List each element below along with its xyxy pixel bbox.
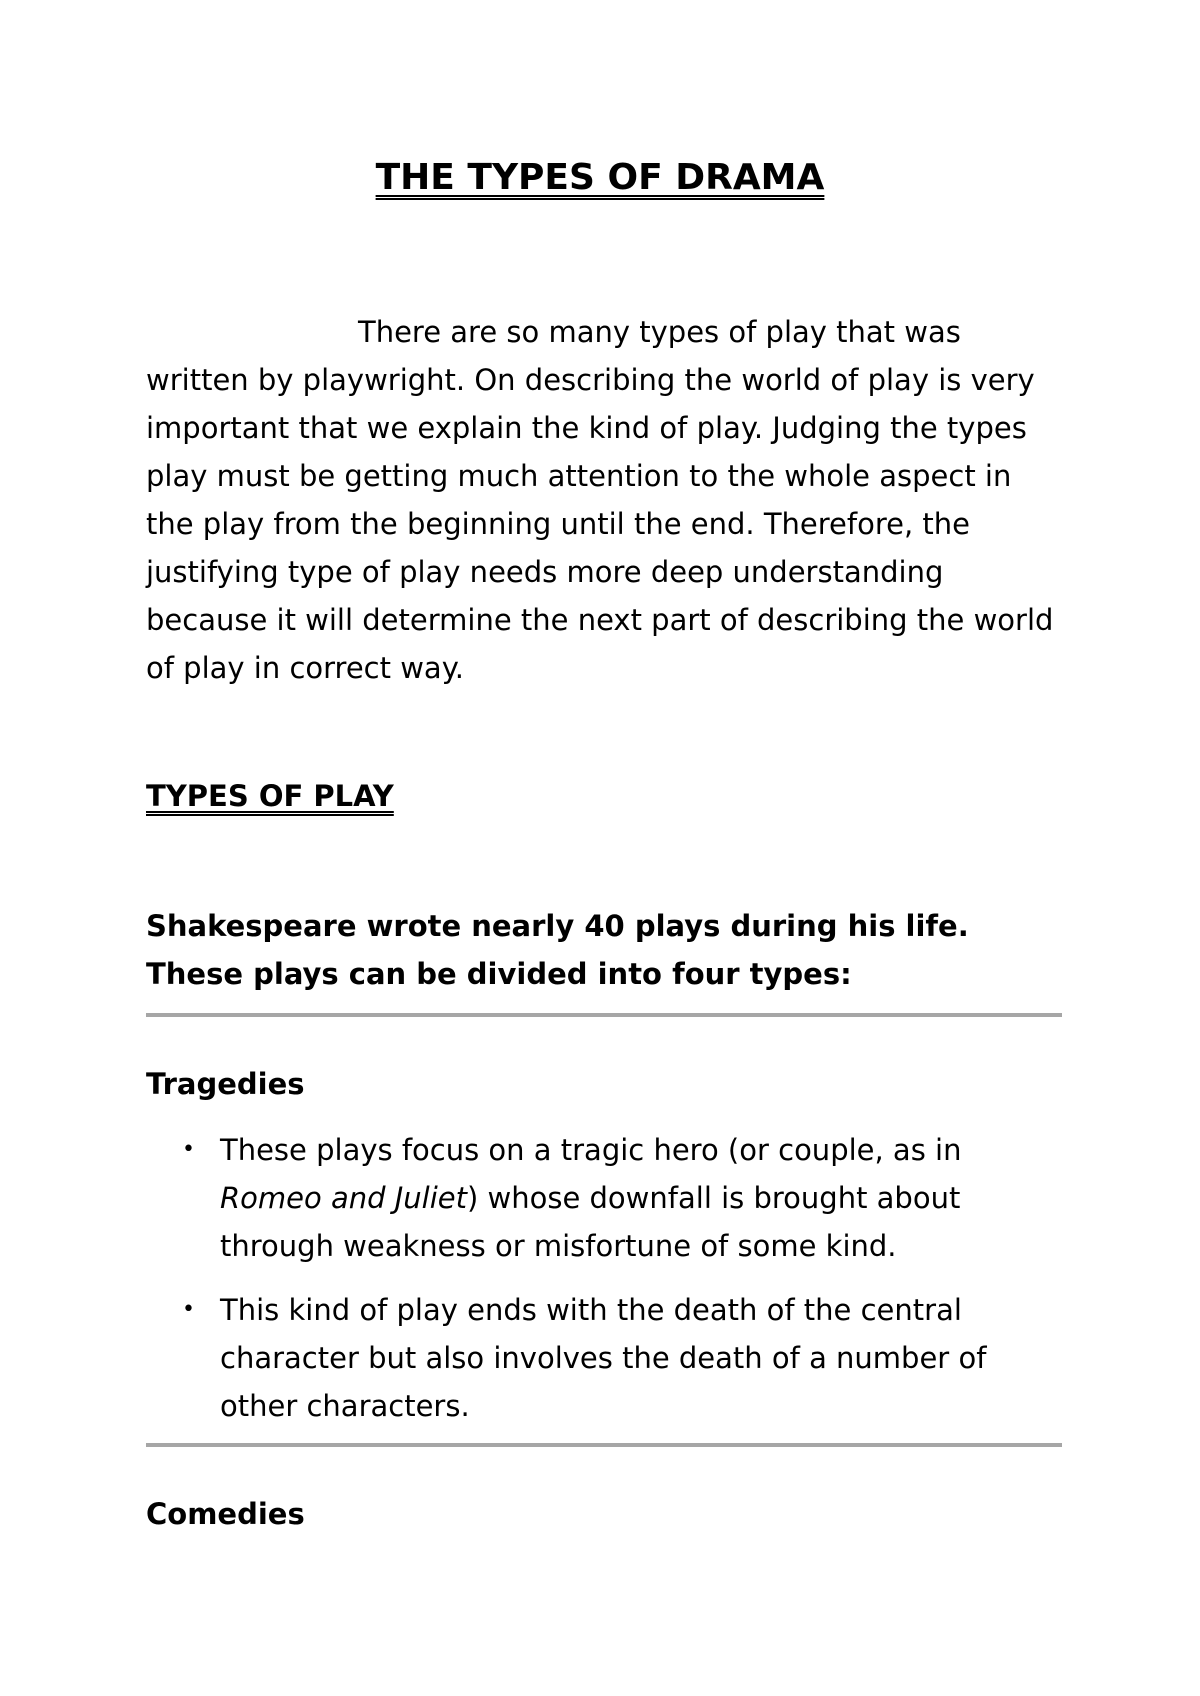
list-item bbox=[146, 1126, 1066, 1270]
bullet-icon: • bbox=[182, 1297, 195, 1322]
lead-line-1: Shakespeare wrote nearly 40 plays during his life. bbox=[146, 909, 969, 943]
tragedies-heading: Tragedies bbox=[146, 1067, 305, 1101]
horizontal-rule-1 bbox=[146, 1013, 1062, 1017]
lead-statement bbox=[146, 902, 1066, 998]
tragedies-bullet-list bbox=[146, 1126, 1066, 1446]
section-heading-text: TYPES OF PLAY bbox=[146, 779, 394, 813]
section-heading bbox=[146, 774, 394, 818]
horizontal-rule-2 bbox=[146, 1443, 1062, 1447]
list-item bbox=[146, 1286, 1066, 1430]
document-title-text: THE TYPES OF DRAMA bbox=[375, 157, 825, 198]
bullet-1-italic-title: Romeo and Juliet bbox=[220, 1181, 467, 1215]
lead-line-2: These plays can be divided into four types: bbox=[146, 957, 852, 991]
bullet-2-text: This kind of play ends with the death of the central character but also involves the death of a number of other characters. bbox=[220, 1293, 987, 1423]
intro-paragraph: There are so many types of play that was written by playwright. On describing the world of play is very important that we explain the kind of play. Judging the types play must be getting much attention to the whole aspect in the play from the beginning until the end. Therefore, the justifying type of play needs more deep understanding because it will determine the next part of describing the world of play in correct way. bbox=[146, 315, 1054, 685]
comedies-heading: Comedies bbox=[146, 1497, 305, 1531]
bullet-1-text-before: These plays focus on a tragic hero (or couple, as in bbox=[220, 1133, 962, 1167]
bullet-icon: • bbox=[182, 1137, 195, 1162]
bullet-1-text-after: ) whose downfall is brought about through weakness or misfortune of some kind. bbox=[220, 1181, 961, 1263]
document-title bbox=[0, 156, 1200, 200]
